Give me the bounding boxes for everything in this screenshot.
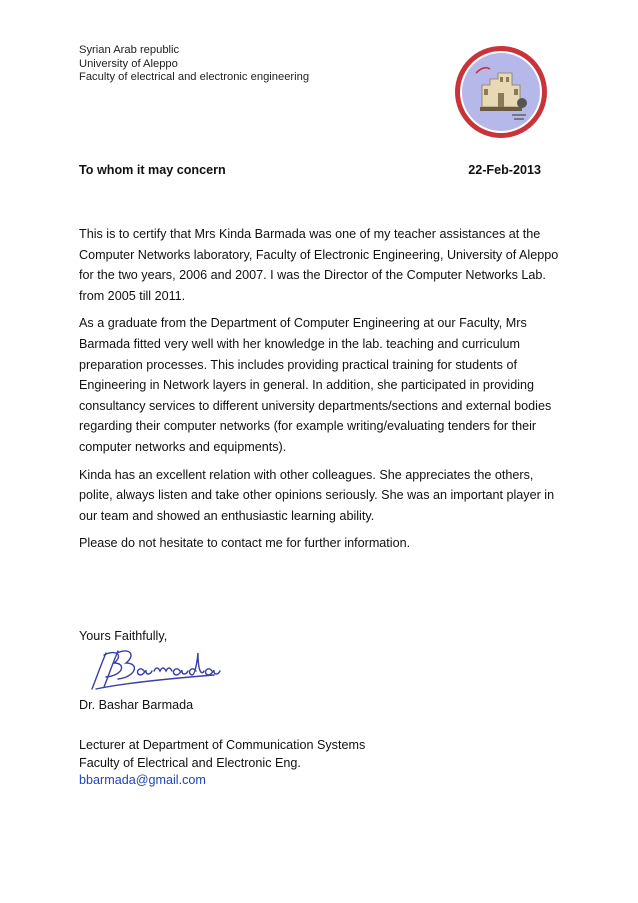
signer-title: Lecturer at Department of Communication Systems (79, 738, 366, 752)
letter-body (79, 224, 563, 561)
salutation-row (79, 163, 541, 177)
signer-email-link[interactable]: bbarmada@gmail.com (79, 773, 206, 787)
paragraph-4: Please do not hesitate to contact me for further information. (79, 536, 411, 551)
salutation: To whom it may concern (79, 163, 226, 177)
letterhead-faculty: Faculty of electrical and electronic engineering (79, 71, 310, 83)
letterhead-country: Syrian Arab republic (79, 44, 180, 56)
letterhead-university: University of Aleppo (79, 57, 178, 70)
paragraph-1: This is to certify that Mrs Kinda Barmada was one of my teacher assistances at the Computer Networks laboratory, Faculty of Electronic Engineering, University of Aleppo for the two years, 2006 and 2007. I was the Director of the Computer Networks Lab. from 2005 till 2011. (79, 227, 559, 303)
paragraph-2: As a graduate from the Department of Computer Engineering at our Faculty, Mrs Barmada fitted very well with her knowledge in the lab. teaching and curriculum preparation processes. This includes providing practical training for students of Engineering in Network layers in general. In addition, she participated in providing consultancy services to different university departments/sections and external bodies regarding their computer networks (for example writing/evaluating tenders for their computer networks and equipments). (79, 316, 552, 454)
signer-name: Dr. Bashar Barmada (79, 698, 194, 712)
letterhead (79, 44, 309, 85)
paragraph-3: Kinda has an excellent relation with other colleagues. She appreciates the others, polite, always listen and take other opinions seriously. She was an important player in our team and showed an enthusiastic learning ability. (79, 467, 555, 523)
signature (84, 643, 224, 695)
letter-date: 22-Feb-2013 (468, 163, 541, 177)
signer-faculty: Faculty of Electrical and Electronic Eng. (79, 755, 301, 770)
signer-contact (79, 737, 365, 790)
university-seal-icon (454, 45, 548, 139)
closing: Yours Faithfully, (79, 629, 168, 643)
signature-text: BBarmada (84, 643, 89, 644)
